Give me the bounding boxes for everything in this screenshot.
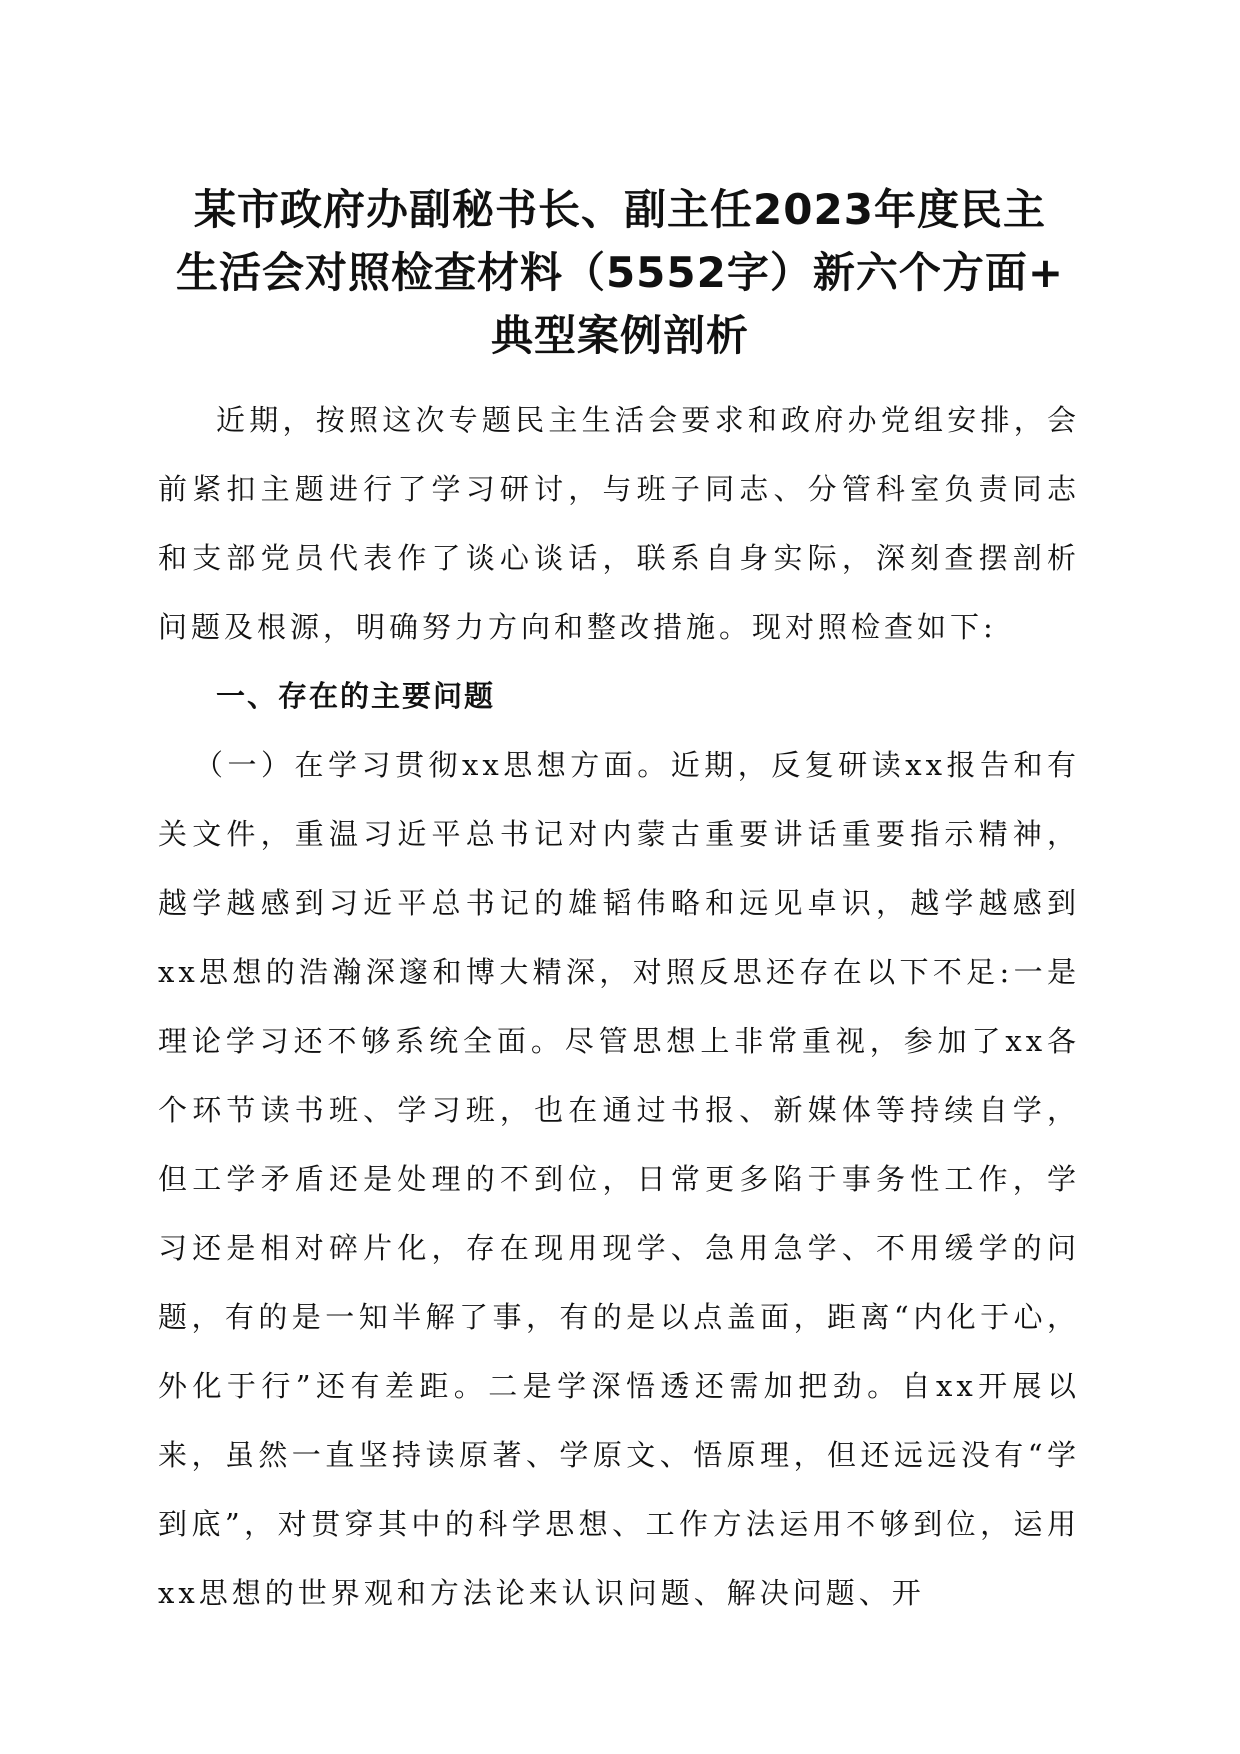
body-paragraph: （一）在学习贯彻xx思想方面。近期，反复研读xx报告和有关文件，重温习近平总书记对内蒙古重要讲话重要指示精神，越学越感到习近平总书记的雄韬伟略和远见卓识，越学越感到xx思想的浩瀚深邃和博大精深，对照反思还存在以下不足:一是理论学习还不够系统全面。尽管思想上非常重视，参加了xx各个环节读书班、学习班，也在通过书报、新媒体等持续自学，但工学矛盾还是处理的不到位，日常更多陷于事务性工作，学习还是相对碎片化，存在现用现学、急用急学、不用缓学的问题，有的是一知半解了事，有的是以点盖面，距离“内化于心，外化于行”还有差距。二是学深悟透还需加把劲。自xx开展以来，虽然一直坚持读原著、学原文、悟原理，但还远远没有“学到底”，对贯穿其中的科学思想、工作方法运用不够到位，运用xx思想的世界观和方法论来认识问题、解决问题、开 <box>158 748 1080 1610</box>
title-line-1: 某市政府办副秘书长、副主任2023年度民主 <box>194 185 1046 234</box>
title-line-3: 典型案例剖析 <box>490 311 749 360</box>
document-title <box>150 178 1090 367</box>
section-heading: 一、存在的主要问题 <box>216 679 496 713</box>
document-body <box>158 386 1080 1628</box>
intro-paragraph: 近期，按照这次专题民主生活会要求和政府办党组安排，会前紧扣主题进行了学习研讨，与班子同志、分管科室负责同志和支部党员代表作了谈心谈话，联系自身实际，深刻查摆剖析问题及根源，明确努力方向和整改措施。现对照检查如下: <box>158 403 1080 644</box>
title-line-2: 生活会对照检查材料（5552字）新六个方面+ <box>175 248 1065 297</box>
